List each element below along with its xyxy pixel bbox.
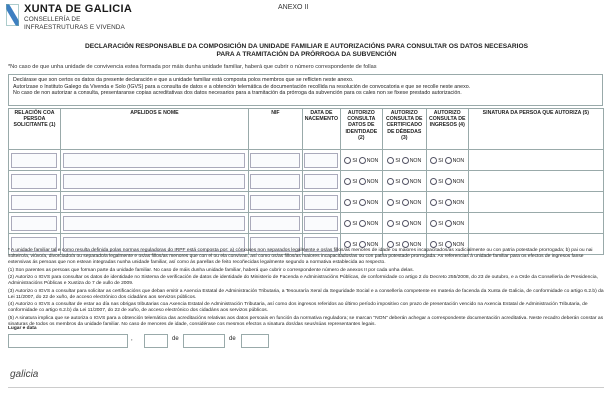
auth-income-cell [426,150,468,171]
radio-yes-icon[interactable] [344,178,351,185]
radio-yes-icon[interactable] [344,157,351,164]
radio-no-icon[interactable] [445,220,452,227]
radio-yes-icon[interactable] [387,157,394,164]
radio-no-label: NON [452,178,465,185]
name-input[interactable] [63,153,245,168]
birth-date-input[interactable] [304,174,338,189]
auth-identity-cell [340,150,382,171]
month-input[interactable] [183,334,225,348]
radio-no-label: NON [366,199,379,206]
radio-yes-label: SI [352,220,358,227]
annex-label: ANEXO II [278,4,309,11]
radio-no-icon[interactable] [359,157,366,164]
radio-yes-icon[interactable] [430,157,437,164]
table-cell [9,213,61,234]
footnote-intro: * A unidade familiar tal e como resulta definida polas normas reguladoras do IRPF está composta por: a) cónxuxes non separados legalmente e os/as fillos/as menores de idade ou maiores incapacitados/as xudicialmente ou con patria potestade prorrogada; b) pai ou nai solteiro/a, viúvo/a, divorciado/a ou separado/a legalmente e os/as fillos/as menores que con el ou ela convivan, así como os/as fillos/as maiores incapacitados/as ou con patria potestade prorrogada. As referencias á unidade familiar para os efectos de ingresos fanse extensivas ás persoas que non estean integradas nunha unidade familiar, así como ás parellas de feito recoñecidas legalmente segundo a normativa establecida ao respecto. [8,248,593,266]
header-name: APELIDOS E NOME [60,109,248,150]
declaration-line-2: Autorízase o Instituto Galego da Vivenda e Solo (IGVS) para a consulta de datos e a obtención telemática de documentación recollida na resolución de convocatoria e que se recolle neste anexo. [13,83,471,90]
radio-yes-icon[interactable] [344,199,351,206]
radio-no-label: NON [452,157,465,164]
radio-no-label: NON [409,220,422,227]
header-nif: NIF [248,109,302,150]
relation-input[interactable] [11,153,57,168]
signature-cell[interactable] [468,150,603,171]
radio-yes-label: SI [438,199,444,206]
nif-input[interactable] [250,195,300,210]
radio-no-label: NON [452,220,465,227]
radio-no-icon[interactable] [445,199,452,206]
table-cell [60,171,248,192]
radio-no-label: NON [366,178,379,185]
radio-no-icon[interactable] [359,178,366,185]
signature-cell[interactable] [468,192,603,213]
table-cell [248,213,302,234]
radio-no-label: NON [409,199,422,206]
declaration-line-1: Declárase que son certos os datos da presente declaración e que a unidade familiar está composta polos membros que se reflicten neste anexo. [13,77,354,83]
radio-no-icon[interactable] [359,241,366,248]
radio-yes-icon[interactable] [430,199,437,206]
dept-line-1: CONSELLERÍA DE [24,16,81,23]
comma-separator: , [131,336,133,342]
table-cell [248,171,302,192]
galicia-flag-icon [6,4,19,26]
auth-identity-cell [340,171,382,192]
radio-yes-icon[interactable] [430,178,437,185]
radio-yes-icon[interactable] [387,241,394,248]
radio-yes-icon[interactable] [344,241,351,248]
radio-yes-label: SI [438,178,444,185]
radio-yes-label: SI [438,241,444,248]
de-separator-1: de [172,336,179,342]
birth-date-input[interactable] [304,216,338,231]
nif-input[interactable] [250,153,300,168]
radio-yes-label: SI [395,241,401,248]
birth-date-input[interactable] [304,153,338,168]
table-cell [9,192,61,213]
table-row [9,150,604,171]
footnote-3: (3) Autorizo o IGVS a consultar para solicitar as certificacións que deban emitir a Axencia Estatal de Administración Tributaria, a Tesouraría Xeral da Seguridade Social e a consellería competente en materia de facenda da Xunta de Galicia, de conformidade co artigo 6.2.b) da Lei 11/2007, do 22 de xuño, de acceso electrónico dos cidadáns aos servizos públicos. [8,288,604,300]
footnote-2: (2) Autorizo o IGVS para consultar os datos de identidade no Sistema de verificación de datos de identidade do Ministerio de Facenda e Administracións Públicas, de conformidade co artigo 2 do Decreto 255/2008, do 23 de outubro, e a Orde da Consellería de Presidencia, Administracións Públicas e Xustiza do 7 de xullo de 2009. [8,275,598,287]
radio-no-icon[interactable] [359,199,366,206]
table-cell [302,171,340,192]
name-input[interactable] [63,174,245,189]
radio-no-icon[interactable] [402,157,409,164]
year-input[interactable] [241,334,269,348]
header-birth-date: DATA DE NACEMENTO [302,109,340,150]
radio-no-icon[interactable] [402,220,409,227]
day-input[interactable] [144,334,168,348]
header-relation: RELACIÓN COA PERSOA SOLICITANTE (1) [9,109,61,150]
declaration-box [8,74,603,106]
radio-yes-icon[interactable] [387,178,394,185]
de-separator-2: de [229,336,236,342]
radio-no-label: NON [452,241,465,248]
header-signature: SINATURA DA PERSOA QUE AUTORIZA (5) [468,109,603,150]
table-cell [302,213,340,234]
radio-no-icon[interactable] [402,241,409,248]
header-auth-identity: AUTORIZO CONSULTA DATOS DE IDENTIDADE (2) [340,109,382,150]
table-row [9,192,604,213]
radio-yes-label: SI [352,199,358,206]
radio-no-label: NON [366,241,379,248]
dept-line-2: INFRAESTRUTURAS E VIVENDA [24,23,125,31]
table-row [9,213,604,234]
auth-debts-cell [382,213,426,234]
radio-yes-label: SI [352,178,358,185]
radio-no-icon[interactable] [445,157,452,164]
radio-yes-label: SI [395,178,401,185]
table-cell [60,150,248,171]
table-cell [248,192,302,213]
radio-no-label: NON [366,157,379,164]
radio-yes-label: SI [352,157,358,164]
relation-input[interactable] [11,216,57,231]
radio-no-label: NON [366,220,379,227]
auth-income-cell [426,213,468,234]
table-cell [9,171,61,192]
footnote-4: (4) Autorizo o IGVS a consultar de estar ao día nas obrigas tributarias coa Axencia Estatal de Administración Tributaria, así como dos ingresos referidos ao último período impositivo con prazo de presentación vencido na Axencia Estatal de Administración Tributaria, de conformidade co artigo 6.2.b) da Lei 11/2007, do 22 de xuño, de acceso electrónico dos cidadáns aos servizos públicos. [8,302,588,314]
radio-yes-icon[interactable] [387,220,394,227]
table-cell [60,192,248,213]
radio-yes-label: SI [395,220,401,227]
header-auth-debts: AUTORIZO CONSULTA DE CERTIFICADO DE DÉBEDAS (3) [382,109,426,150]
radio-yes-icon[interactable] [344,220,351,227]
name-input[interactable] [63,195,245,210]
place-date-label: Lugar e data [8,326,37,331]
radio-yes-label: SI [395,199,401,206]
radio-no-label: NON [409,178,422,185]
signature-cell[interactable] [468,213,603,234]
radio-yes-label: SI [352,241,358,248]
radio-no-label: NON [452,199,465,206]
radio-no-icon[interactable] [445,178,452,185]
radio-no-label: NON [409,157,422,164]
auth-debts-cell [382,192,426,213]
radio-no-icon[interactable] [402,199,409,206]
radio-no-icon[interactable] [402,178,409,185]
signature-cell[interactable] [468,171,603,192]
auth-identity-cell [340,213,382,234]
relation-input[interactable] [11,195,57,210]
department-name [24,16,125,31]
radio-no-icon[interactable] [445,241,452,248]
galicia-brand: galicia [10,369,39,380]
table-cell [60,213,248,234]
table-cell [302,150,340,171]
place-input[interactable] [8,334,128,348]
nif-input[interactable] [250,216,300,231]
header-auth-income: AUTORIZO CONSULTA DE INGRESOS (4) [426,109,468,150]
footnotes [8,248,604,329]
radio-no-icon[interactable] [359,220,366,227]
xunta-logo-text: XUNTA DE GALICIA [24,3,133,15]
relation-input[interactable] [11,174,57,189]
document-title [60,43,553,59]
footnote-5: (5) A sinatura implica que se autoriza o IGVS para a obtención telemática das acreditacións relativas aos datos persoais en función da normativa reguladora; se marcan "NON" deberán achegar a correspondente documentación acreditativa. Neste recadro deberán constar as sinaturas de todos os membros da unidade familiar. No caso de menores de idade, considérase cos mesmos efectos a sinatura dos/das seus/súas representantes legais. [8,315,604,327]
table-header-row [9,109,604,150]
auth-debts-cell [382,171,426,192]
footer-divider [8,387,604,388]
declaration-line-3: No caso de non autorizar a consulta, presentaranse copias acreditativas dos datos necesarios para a tramitación da prórroga da subvención para os cales non se fixese prestado autorización. [13,90,462,97]
family-members-table [8,108,604,255]
title-line-1: DECLARACIÓN RESPONSABLE DA COMPOSICIÓN DA UNIDADE FAMILIAR E AUTORIZACIÓNS PARA CONSULTAR OS DATOS NECESARIOS [84,43,529,50]
table-cell [9,150,61,171]
nif-input[interactable] [250,174,300,189]
table-row [9,171,604,192]
table-cell [248,150,302,171]
name-input[interactable] [63,216,245,231]
birth-date-input[interactable] [304,195,338,210]
multi-family-note: *No caso de que unha unidade de convivencia estea formada por máis dunha unidade familiar, haberá que cubrir o número correspondente de follas [8,64,377,70]
radio-no-label: NON [409,241,422,248]
radio-yes-label: SI [438,157,444,164]
auth-identity-cell [340,192,382,213]
title-line-2: PARA A TRAMITACIÓN DA PRÓRROGA DA SUBVENCIÓN [216,51,397,58]
table-cell [302,192,340,213]
radio-yes-icon[interactable] [430,220,437,227]
auth-income-cell [426,171,468,192]
radio-yes-icon[interactable] [430,241,437,248]
radio-yes-label: SI [438,220,444,227]
footnote-1: (1) Son parentes as persoas que forman parte da unidade familiar. No caso de máis dunha unidade familiar, haberá que cubrir o correspondente número de anexos II por cada unha delas. [8,267,414,273]
auth-income-cell [426,192,468,213]
auth-debts-cell [382,150,426,171]
radio-yes-label: SI [395,157,401,164]
radio-yes-icon[interactable] [387,199,394,206]
